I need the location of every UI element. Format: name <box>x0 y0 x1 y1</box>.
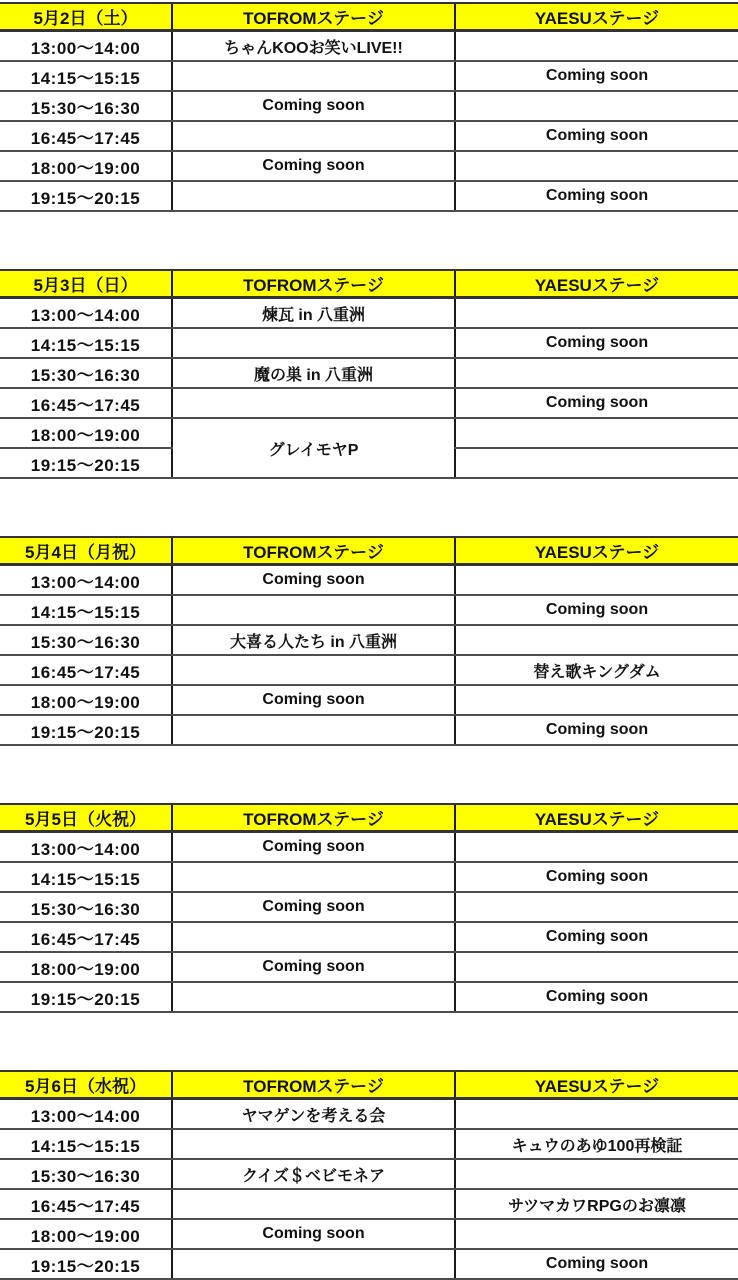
yaesu-event-cell <box>455 31 738 62</box>
time-cell: 13:00～14:00 <box>0 565 172 596</box>
schedule-table-day-2 <box>0 269 738 479</box>
tofrom-event-cell: Coming soon <box>172 91 455 121</box>
header-row <box>0 537 738 565</box>
yaesu-event-cell: Coming soon <box>455 181 738 211</box>
yaesu-event-cell: サツマカワRPGのお凛凛 <box>455 1189 738 1219</box>
time-cell: 16:45～17:45 <box>0 121 172 151</box>
time-cell: 14:15～15:15 <box>0 61 172 91</box>
time-cell: 16:45～17:45 <box>0 1189 172 1219</box>
yaesu-event-cell: Coming soon <box>455 922 738 952</box>
time-cell: 19:15～20:15 <box>0 181 172 211</box>
tofrom-event-cell: ヤマゲンを考える会 <box>172 1099 455 1130</box>
schedule-row <box>0 31 738 62</box>
tofrom-event-cell <box>172 61 455 91</box>
schedule-row <box>0 121 738 151</box>
yaesu-event-cell: キュウのあゆ100再検証 <box>455 1129 738 1159</box>
schedule-row <box>0 655 738 685</box>
date-header: 5月3日（日） <box>0 270 172 298</box>
schedule-row <box>0 892 738 922</box>
yaesu-event-cell <box>455 625 738 655</box>
header-row <box>0 1071 738 1099</box>
tofrom-event-cell: Coming soon <box>172 952 455 982</box>
time-cell: 16:45～17:45 <box>0 922 172 952</box>
tofrom-event-cell: Coming soon <box>172 685 455 715</box>
schedule-row <box>0 181 738 211</box>
schedule-row <box>0 1159 738 1189</box>
schedule-row <box>0 388 738 418</box>
stage-header-yaesu: YAESUステージ <box>455 270 738 298</box>
tofrom-event-cell: Coming soon <box>172 892 455 922</box>
stage-header-tofrom: TOFROMステージ <box>172 3 455 31</box>
schedule-row <box>0 595 738 625</box>
time-cell: 14:15～15:15 <box>0 595 172 625</box>
time-cell: 13:00～14:00 <box>0 832 172 863</box>
time-cell: 14:15～15:15 <box>0 328 172 358</box>
schedule-row <box>0 922 738 952</box>
stage-header-yaesu: YAESUステージ <box>455 537 738 565</box>
yaesu-event-cell <box>455 565 738 596</box>
time-cell: 13:00～14:00 <box>0 31 172 62</box>
schedule-row <box>0 358 738 388</box>
schedule-row <box>0 625 738 655</box>
date-header: 5月2日（土） <box>0 3 172 31</box>
schedule-row <box>0 61 738 91</box>
stage-header-yaesu: YAESUステージ <box>455 3 738 31</box>
time-cell: 18:00～19:00 <box>0 685 172 715</box>
schedule-row <box>0 151 738 181</box>
time-cell: 18:00～19:00 <box>0 952 172 982</box>
schedule-table-day-3 <box>0 536 738 746</box>
yaesu-event-cell: Coming soon <box>455 862 738 892</box>
schedule-table-day-5 <box>0 1070 738 1280</box>
tofrom-event-cell: Coming soon <box>172 1219 455 1249</box>
time-cell: 19:15～20:15 <box>0 982 172 1012</box>
schedule-row <box>0 952 738 982</box>
stage-header-yaesu: YAESUステージ <box>455 1071 738 1099</box>
time-cell: 18:00～19:00 <box>0 1219 172 1249</box>
header-row <box>0 3 738 31</box>
tofrom-event-cell: Coming soon <box>172 832 455 863</box>
header-row <box>0 270 738 298</box>
tofrom-event-cell: ちゃんKOOお笑いLIVE!! <box>172 31 455 62</box>
time-cell: 15:30～16:30 <box>0 625 172 655</box>
time-cell: 18:00～19:00 <box>0 151 172 181</box>
yaesu-event-cell <box>455 418 738 448</box>
tofrom-event-cell <box>172 715 455 745</box>
yaesu-event-cell <box>455 1159 738 1189</box>
time-cell: 13:00～14:00 <box>0 1099 172 1130</box>
tofrom-event-cell <box>172 121 455 151</box>
tofrom-event-cell: 大喜る人たち in 八重洲 <box>172 625 455 655</box>
time-cell: 15:30～16:30 <box>0 1159 172 1189</box>
yaesu-event-cell <box>455 685 738 715</box>
time-cell: 19:15～20:15 <box>0 715 172 745</box>
schedule-row <box>0 982 738 1012</box>
schedule-row <box>0 685 738 715</box>
tofrom-event-cell: 魔の巣 in 八重洲 <box>172 358 455 388</box>
schedule-row <box>0 832 738 863</box>
time-cell: 13:00～14:00 <box>0 298 172 329</box>
stage-header-yaesu: YAESUステージ <box>455 804 738 832</box>
time-cell: 15:30～16:30 <box>0 358 172 388</box>
yaesu-event-cell <box>455 298 738 329</box>
schedule-row <box>0 328 738 358</box>
schedule-row <box>0 298 738 329</box>
schedule-row <box>0 1219 738 1249</box>
schedule-table-day-1 <box>0 2 738 212</box>
tofrom-event-cell <box>172 181 455 211</box>
stage-header-tofrom: TOFROMステージ <box>172 537 455 565</box>
time-cell: 18:00～19:00 <box>0 418 172 448</box>
tofrom-event-cell <box>172 862 455 892</box>
yaesu-event-cell <box>455 358 738 388</box>
header-row <box>0 804 738 832</box>
schedule-row <box>0 1249 738 1279</box>
schedule-row <box>0 565 738 596</box>
tofrom-event-cell: 煉瓦 in 八重洲 <box>172 298 455 329</box>
time-cell: 16:45～17:45 <box>0 655 172 685</box>
tofrom-event-cell: クイズ＄ベビモネア <box>172 1159 455 1189</box>
schedule-row <box>0 1129 738 1159</box>
yaesu-event-cell <box>455 1219 738 1249</box>
yaesu-event-cell <box>455 448 738 478</box>
date-header: 5月5日（火祝） <box>0 804 172 832</box>
time-cell: 19:15～20:15 <box>0 448 172 478</box>
schedule-tables <box>0 2 738 1280</box>
tofrom-event-cell <box>172 1249 455 1279</box>
tofrom-event-cell <box>172 328 455 358</box>
schedule-row <box>0 1189 738 1219</box>
yaesu-event-cell <box>455 832 738 863</box>
schedule-row <box>0 862 738 892</box>
tofrom-event-cell: グレイモヤP <box>172 418 455 478</box>
tofrom-event-cell <box>172 595 455 625</box>
date-header: 5月4日（月祝） <box>0 537 172 565</box>
yaesu-event-cell: Coming soon <box>455 595 738 625</box>
schedule-row <box>0 715 738 745</box>
time-cell: 19:15～20:15 <box>0 1249 172 1279</box>
yaesu-event-cell: Coming soon <box>455 61 738 91</box>
yaesu-event-cell <box>455 952 738 982</box>
date-header: 5月6日（水祝） <box>0 1071 172 1099</box>
yaesu-event-cell: Coming soon <box>455 982 738 1012</box>
time-cell: 14:15～15:15 <box>0 1129 172 1159</box>
schedule-row <box>0 1099 738 1130</box>
time-cell: 16:45～17:45 <box>0 388 172 418</box>
tofrom-event-cell <box>172 1189 455 1219</box>
schedule-table-day-4 <box>0 803 738 1013</box>
tofrom-event-cell <box>172 388 455 418</box>
tofrom-event-cell <box>172 1129 455 1159</box>
tofrom-event-cell <box>172 982 455 1012</box>
time-cell: 15:30～16:30 <box>0 892 172 922</box>
yaesu-event-cell <box>455 91 738 121</box>
yaesu-event-cell: Coming soon <box>455 121 738 151</box>
tofrom-event-cell: Coming soon <box>172 151 455 181</box>
yaesu-event-cell: Coming soon <box>455 328 738 358</box>
yaesu-event-cell: Coming soon <box>455 1249 738 1279</box>
schedule-row <box>0 418 738 448</box>
schedule-row <box>0 91 738 121</box>
yaesu-event-cell: Coming soon <box>455 715 738 745</box>
yaesu-event-cell <box>455 1099 738 1130</box>
stage-header-tofrom: TOFROMステージ <box>172 1071 455 1099</box>
tofrom-event-cell <box>172 655 455 685</box>
tofrom-event-cell: Coming soon <box>172 565 455 596</box>
stage-header-tofrom: TOFROMステージ <box>172 270 455 298</box>
yaesu-event-cell <box>455 892 738 922</box>
time-cell: 14:15～15:15 <box>0 862 172 892</box>
time-cell: 15:30～16:30 <box>0 91 172 121</box>
stage-header-tofrom: TOFROMステージ <box>172 804 455 832</box>
yaesu-event-cell: Coming soon <box>455 388 738 418</box>
tofrom-event-cell <box>172 922 455 952</box>
yaesu-event-cell: 替え歌キングダム <box>455 655 738 685</box>
yaesu-event-cell <box>455 151 738 181</box>
